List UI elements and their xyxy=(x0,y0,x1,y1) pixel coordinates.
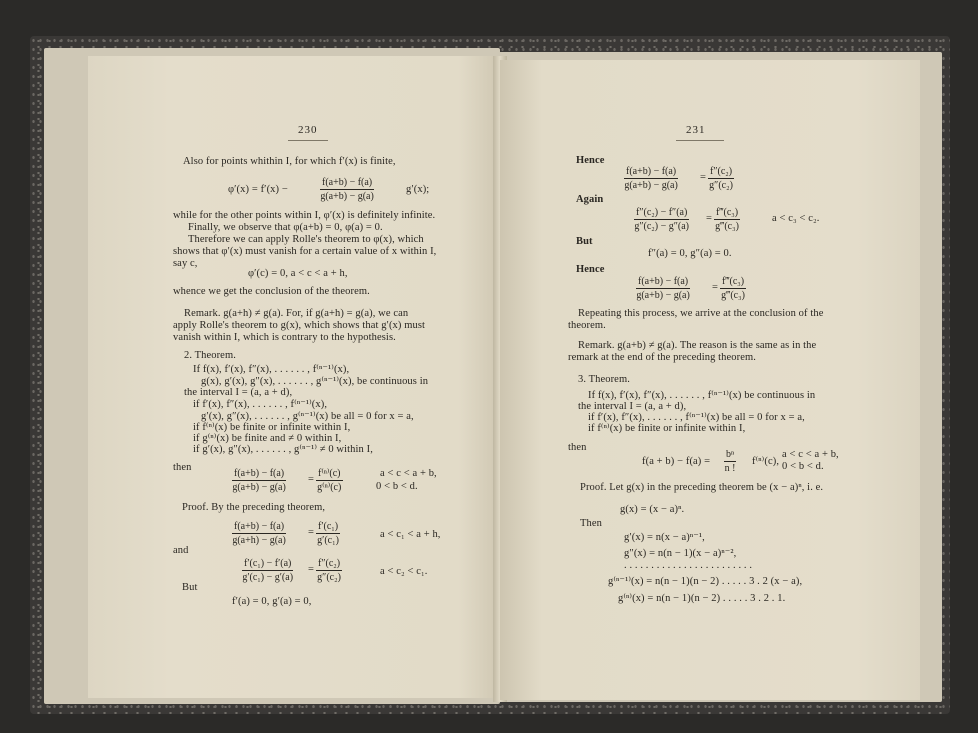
page-number-rule xyxy=(288,140,328,141)
equation-text: g′(x); xyxy=(406,184,430,195)
fraction: $\frac{f(a+b) - f(a)}{g(a+b) - g(a)}$ xyxy=(232,468,286,493)
fraction: $\frac{f(a+b) - f(a)}{g(a+b) - g(a)}$ xyxy=(636,276,690,301)
text-line: vanish within I, which is contrary to the hypothesis. xyxy=(173,332,396,343)
fraction: $\frac{f(a+b) - f(a)}{g(a+h) - g(a)}$ xyxy=(232,521,286,546)
right-page xyxy=(500,60,920,700)
fraction: $\frac{f(a+b) - f(a)}{g(a+b) - g(a)}$ xyxy=(624,166,678,191)
equation-text: f′(a) = 0, g′(a) = 0, xyxy=(232,596,312,607)
text-line: apply Rolle's theorem to g(x), which shows that g′(x) must xyxy=(173,320,426,331)
fraction: $\frac{\text{f′(c₁)}}{\text{g′(c₁)}}$ xyxy=(317,521,339,546)
text-line: Finally, we observe that φ(a+b) = 0, φ(a) = 0. xyxy=(188,222,383,233)
text-line: shows that φ′(x) must vanish for a certain value of x within I, xyxy=(173,246,437,257)
text-line: Repeating this process, we arrive at the conclusion of the xyxy=(578,308,824,319)
left-page xyxy=(88,56,500,698)
equation-text: f⁽ⁿ⁾(c), xyxy=(752,456,780,467)
text-line: But xyxy=(576,236,593,247)
text-line: Therefore we can apply Rolle's theorem to φ(x), which xyxy=(188,234,424,245)
ellipsis-row: . . . . . . . . . . . . . . . . . . . . . . . . xyxy=(624,560,753,571)
fraction: $\frac{\text{bⁿ}}{n !}$ xyxy=(724,449,736,474)
page-number: 230 xyxy=(298,124,318,136)
text-line: Hence xyxy=(576,264,605,275)
equals-sign: = xyxy=(308,564,315,575)
text-line: say c, xyxy=(173,258,198,269)
page-number-rule xyxy=(676,140,724,141)
text-line: If f(x), f′(x), f″(x), . . . . . . , f⁽ⁿ⁻¹⁾(x) be continuous in xyxy=(588,390,816,401)
text-line: remark at the end of the preceding theorem. xyxy=(568,352,756,363)
equation-text: f″(a) = 0, g″(a) = 0. xyxy=(648,248,732,259)
fraction: $\frac{\text{f″(c₂)}}{\text{g″(c₂)}}$ xyxy=(709,166,733,191)
condition: a < c₁ < a + h, xyxy=(380,529,441,540)
equals-sign: = xyxy=(700,172,707,183)
text-line: if f⁽ⁿ⁾(x) be finite or infinite within I, xyxy=(193,422,351,433)
equation-text: f(a + b) − f(a) = xyxy=(642,456,711,467)
equation-text: g″(x) = n(n − 1)(x − a)ⁿ⁻², xyxy=(624,548,737,559)
equation-text: g⁽ⁿ⁾(x) = n(n − 1)(n − 2) . . . . . 3 . 2 . 1. xyxy=(618,593,786,604)
equation-text: g′(x) = n(x − a)ⁿ⁻¹, xyxy=(624,532,705,543)
text-line: then xyxy=(568,442,587,453)
fraction: $\frac{\text{f′(c₁) − f′(a)}}{\text{g′(c₁) − g′(a)}}$ xyxy=(242,558,294,583)
text-line: g′(x), g″(x), . . . . . . , g⁽ⁿ⁻¹⁾(x) be all = 0 for x = a, xyxy=(201,411,414,422)
equals-sign: = xyxy=(308,474,315,485)
text-line: If f(x), f′(x), f″(x), . . . . . . , f⁽ⁿ⁻¹⁾(x), xyxy=(193,364,350,375)
condition: 0 < b < d. xyxy=(782,461,824,472)
text-line: if f′(x), f″(x), . . . . . . , f⁽ⁿ⁻¹⁾(x), xyxy=(193,399,328,410)
text-line: Remark. g(a+h) ≠ g(a). For, if g(a+h) = g(a), we can xyxy=(184,308,409,319)
condition: a < c < a + b, xyxy=(380,468,437,479)
condition: a < c < a + b, xyxy=(782,449,839,460)
text-line: then xyxy=(173,462,192,473)
text-line: the interval I = (a, a + d), xyxy=(184,387,293,398)
fraction: $\frac{f(a+b) - f(a)}{g(a+b) - g(a)}$ xyxy=(320,177,374,202)
fraction: $\frac{\text{f″(c₂) − f″(a)}}{\text{g″(c₂) − g″(a)}}$ xyxy=(634,207,689,232)
text-line: the interval I = (a, a + d), xyxy=(578,401,687,412)
text-line: Hence xyxy=(576,155,605,166)
equals-sign: = xyxy=(308,527,315,538)
text-line: whence we get the conclusion of the theorem. xyxy=(173,286,370,297)
page-number: 231 xyxy=(686,124,706,136)
text-line: if g⁽ⁿ⁾(x) be finite and ≠ 0 within I, xyxy=(193,433,342,444)
section-heading: 3. Theorem. xyxy=(578,374,630,385)
equation-text: φ′(x) = f′(x) − xyxy=(228,184,288,195)
equation-text: g(x) = (x − a)ⁿ. xyxy=(620,504,685,515)
condition: 0 < b < d. xyxy=(376,481,418,492)
text-line: if f⁽ⁿ⁾(x) be finite or infinite within I, xyxy=(588,423,746,434)
section-heading: 2. Theorem. xyxy=(184,350,236,361)
text-line: if g′(x), g″(x), . . . . . . , g⁽ⁿ⁻¹⁾ ≠ 0 within I, xyxy=(193,444,373,455)
text-line: theorem. xyxy=(568,320,606,331)
text-line: and xyxy=(173,545,189,556)
equals-sign: = xyxy=(706,213,713,224)
text-line: Proof. Let g(x) in the preceding theorem be (x − a)ⁿ, i. e. xyxy=(580,482,824,493)
text-line: But xyxy=(182,582,198,593)
condition: a < c₃ < c₂. xyxy=(772,213,820,224)
text-line: Then xyxy=(580,518,602,529)
fraction: $\frac{\text{f⁽ⁿ⁾(c)}}{\text{g⁽ⁿ⁾(c)}}$ xyxy=(317,468,342,493)
fraction: $\frac{\text{f‴(c₃)}}{\text{g‴(c₃)}}$ xyxy=(715,207,739,232)
fraction: $\frac{\text{f‴(c₃)}}{\text{g‴(c₃)}}$ xyxy=(721,276,745,301)
text-line: Proof. By the preceding theorem, xyxy=(182,502,326,513)
equation-text: g⁽ⁿ⁻¹⁾(x) = n(n − 1)(n − 2) . . . . . 3 . 2 (x − a), xyxy=(608,576,803,587)
text-line: g(x), g′(x), g″(x), . . . . . . , g⁽ⁿ⁻¹⁾(x), be continuous in xyxy=(201,376,429,387)
equation-text: φ′(c) = 0, a < c < a + h, xyxy=(248,268,348,279)
text-line: if f′(x), f″(x), . . . . . . , f⁽ⁿ⁻¹⁾(x) be all = 0 for x = a, xyxy=(588,412,805,423)
fraction: $\frac{\text{f″(c₂)}}{\text{g″(c₂)}}$ xyxy=(317,558,341,583)
text-line: Remark. g(a+b) ≠ g(a). The reason is the same as in the xyxy=(578,340,817,351)
equals-sign: = xyxy=(712,282,719,293)
text-line: while for the other points within I, φ′(x) is definitely infinite. xyxy=(173,210,436,221)
text-line: Again xyxy=(576,194,604,205)
text-line: Also for points whithin I, for which f′(x) is finite, xyxy=(183,156,396,167)
condition: a < c₂ < c₁. xyxy=(380,566,428,577)
